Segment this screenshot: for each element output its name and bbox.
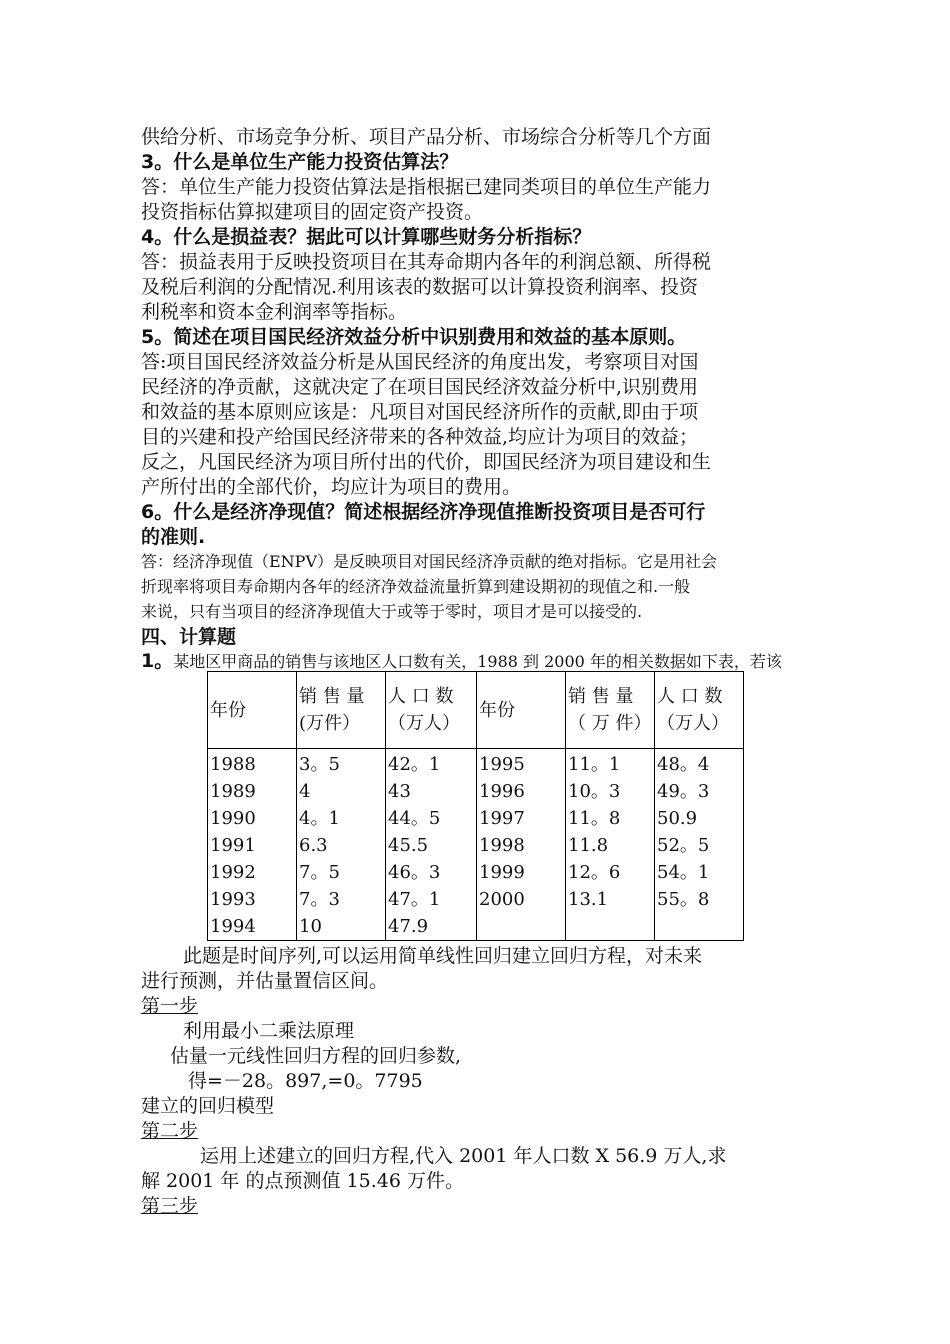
table-cell: 52。5 — [655, 832, 744, 859]
table-row — [208, 832, 744, 859]
answer-6-line: 折现率将项目寿命期内各年的经济净效益流量折算到建设期初的现值之和.一般 — [141, 577, 691, 596]
table-cell: 48。4 — [655, 749, 744, 779]
table-cell: 47.9 — [386, 913, 477, 941]
table-cell — [477, 913, 566, 941]
table-cell: 4。1 — [297, 805, 386, 832]
question-5-heading: 5。简述在项目国民经济效益分析中识别费用和效益的基本原则。 — [141, 326, 687, 348]
table-cell: 1992 — [208, 859, 297, 886]
table-cell: 7。3 — [297, 886, 386, 913]
body-line: 解 2001 年 的点预测值 15.46 万件。 — [141, 1170, 464, 1192]
table-cell: 10。3 — [566, 778, 655, 805]
table-cell: 49。3 — [655, 778, 744, 805]
table-cell: 1998 — [477, 832, 566, 859]
table-header-cell: 销 售 量 (万件） — [297, 672, 386, 749]
table-cell: 1996 — [477, 778, 566, 805]
table-cell — [566, 913, 655, 941]
question-6-heading: 6。什么是经济净现值？简述根据经济净现值推断投资项目是否可行 — [141, 501, 706, 523]
answer-4-line: 利税率和资本金利润率等指标。 — [141, 301, 408, 323]
table-cell: 44。5 — [386, 805, 477, 832]
answer-5-line: 民经济的净贡献，这就决定了在项目国民经济效益分析中,识别费用 — [141, 376, 699, 398]
table-cell: 1988 — [208, 749, 297, 779]
answer-5-line: 产所付出的全部代价，均应计为项目的费用。 — [141, 476, 522, 498]
table-cell: 13.1 — [566, 886, 655, 913]
table-cell: 1993 — [208, 886, 297, 913]
body-line: 得=－28。897,=0。7795 — [188, 1070, 423, 1092]
table-cell: 4 — [297, 778, 386, 805]
table-cell: 11.8 — [566, 832, 655, 859]
table-cell: 3。5 — [297, 749, 386, 779]
table-cell — [655, 913, 744, 941]
answer-3-line: 答：单位生产能力投资估算法是指根据已建同类项目的单位生产能力 — [141, 176, 712, 198]
answer-5-line: 目的兴建和投产给国民经济带来的各种效益,均应计为项目的效益； — [141, 426, 699, 448]
table-cell: 1990 — [208, 805, 297, 832]
table-header-row — [208, 672, 744, 749]
answer-5-line: 反之，凡国民经济为项目所付出的代价，即国民经济为项目建设和生 — [141, 451, 712, 473]
table-row — [208, 805, 744, 832]
body-line: 利用最小二乘法原理 — [183, 1020, 355, 1042]
table-cell: 1997 — [477, 805, 566, 832]
table-cell: 11。1 — [566, 749, 655, 779]
table-row — [208, 859, 744, 886]
table-cell: 1991 — [208, 832, 297, 859]
step-1-label: 第一步 — [141, 995, 199, 1017]
table-cell: 12。6 — [566, 859, 655, 886]
table-row — [208, 749, 744, 779]
table-cell: 1999 — [477, 859, 566, 886]
answer-4-line: 答：损益表用于反映投资项目在其寿命期内各年的利润总额、所得税 — [141, 251, 712, 273]
data-table — [207, 671, 744, 941]
table-cell: 6.3 — [297, 832, 386, 859]
table-header-cell: 人 口 数 （万人） — [386, 672, 477, 749]
table-cell: 7。5 — [297, 859, 386, 886]
table-cell: 50.9 — [655, 805, 744, 832]
problem-number: 1。 — [141, 650, 174, 672]
answer-6-line: 答：经济净现值（ENPV）是反映项目对国民经济净贡献的绝对指标。它是用社会 — [141, 552, 718, 571]
table-cell: 47。1 — [386, 886, 477, 913]
table-row — [208, 778, 744, 805]
table-header-cell: 年份 — [208, 672, 297, 749]
question-6-heading: 的准则. — [141, 526, 206, 548]
table-cell: 46。3 — [386, 859, 477, 886]
answer-5-line: 和效益的基本原则应该是：凡项目对国民经济所作的贡献,即由于项 — [141, 401, 699, 423]
problem-text: 某地区甲商品的销售与该地区人口数有关，1988 到 2000 年的相关数据如下表，若该 — [173, 652, 782, 671]
table-header-cell: 人 口 数 （万人） — [655, 672, 744, 749]
table-cell: 1994 — [208, 913, 297, 941]
answer-3-line: 投资指标估算拟建项目的固定资产投资。 — [141, 201, 484, 223]
section-heading: 四、计算题 — [141, 626, 237, 648]
table-cell: 42。1 — [386, 749, 477, 779]
body-line: 运用上述建立的回归方程,代入 2001 年人口数 X 56.9 万人,求 — [200, 1145, 727, 1167]
table-header-cell: 销 售 量 （ 万 件） — [566, 672, 655, 749]
table-cell: 55。8 — [655, 886, 744, 913]
table-cell: 54。1 — [655, 859, 744, 886]
step-3-label: 第三步 — [141, 1195, 199, 1217]
table-cell: 10 — [297, 913, 386, 941]
table-row — [208, 913, 744, 941]
table-cell: 2000 — [477, 886, 566, 913]
step-2-label: 第二步 — [141, 1120, 199, 1142]
table-cell: 43 — [386, 778, 477, 805]
body-line: 此题是时间序列,可以运用简单线性回归建立回归方程，对未来 — [183, 945, 703, 967]
question-4-heading: 4。什么是损益表？据此可以计算哪些财务分析指标？ — [141, 226, 592, 248]
body-line: 建立的回归模型 — [141, 1095, 275, 1117]
answer-5-line: 答:项目国民经济效益分析是从国民经济的角度出发，考察项目对国 — [141, 351, 699, 373]
table-cell: 11。8 — [566, 805, 655, 832]
table-cell: 1995 — [477, 749, 566, 779]
table-cell: 45.5 — [386, 832, 477, 859]
table-row — [208, 886, 744, 913]
body-line: 进行预测，并估量置信区间。 — [141, 970, 389, 992]
body-line: 估量一元线性回归方程的回归参数, — [170, 1045, 462, 1067]
table-cell: 1989 — [208, 778, 297, 805]
table-header-cell: 年份 — [477, 672, 566, 749]
answer-6-line: 来说，只有当项目的经济净现值大于或等于零时，项目才是可以接受的. — [141, 602, 643, 621]
paragraph-line: 供给分析、市场竞争分析、项目产品分析、市场综合分析等几个方面 — [141, 126, 712, 148]
question-3-heading: 3。什么是单位生产能力投资估算法？ — [141, 151, 459, 173]
answer-4-line: 及税后利润的分配情况.利用该表的数据可以计算投资利润率、投资 — [141, 276, 699, 298]
